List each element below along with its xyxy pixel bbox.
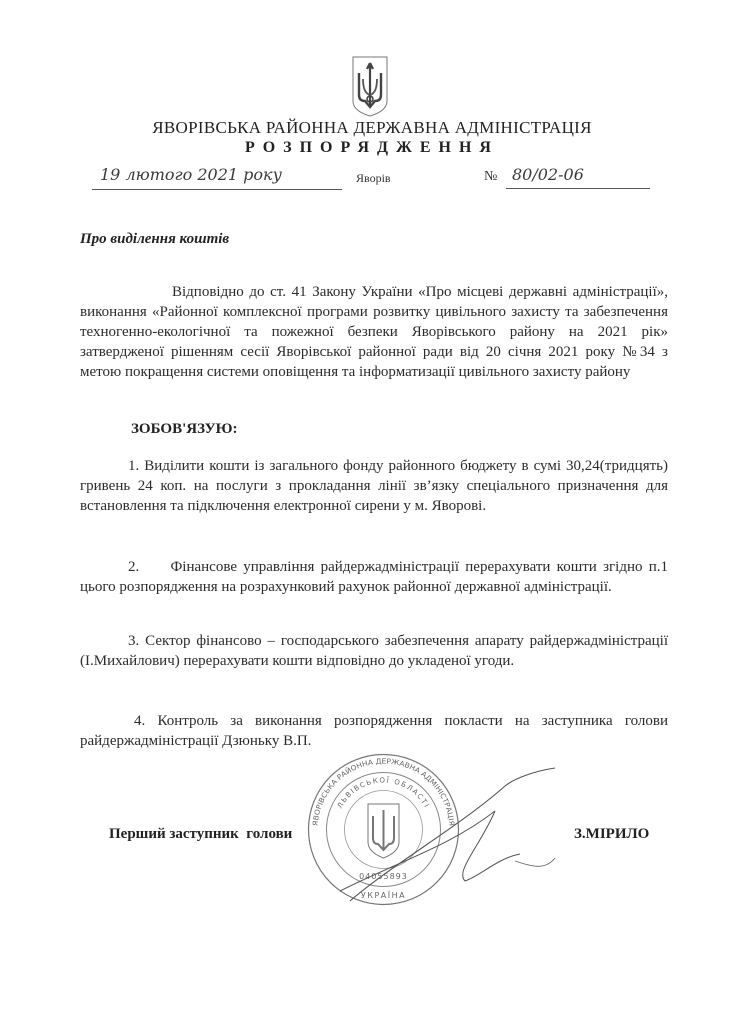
preamble-paragraph: Відповідно до ст. 41 Закону України «Про місцеві державні адміністрації», виконання «Районної комплексної програми розвитку цивільного захисту та забезпечення техногенно-екологічної та пожежної безпеки Яворівського району на 2021 рік» затвердженої рішенням сесії Яворівської районної ради від 20 січня 2021 року №34 з метою покращення системи оповіщення та інформатизації цивільного захисту району bbox=[80, 284, 668, 380]
signatory-position: Перший заступник голови bbox=[109, 826, 293, 842]
decree-item-2: 2. Фінансове управління райдержадміністрації перерахувати кошти згідно п.1 цього розпорядження на розрахунковий рахунок районної державної адміністрації. bbox=[80, 559, 672, 595]
decree-heading: ЗОБОВ'ЯЗУЮ: bbox=[131, 421, 238, 437]
handwritten-number: 80/02-06 bbox=[512, 165, 584, 184]
decree-item-1: 1. Виділити кошти із загального фонду районного бюджету в сумі 30,24(тридцять) гривень 24 коп. на послуги з прокладання лінії зв’язку спеціального призначення для встановлення та підключення електронної сирени у м. Яворові. bbox=[80, 458, 668, 514]
signatory-name: З.МІРИЛО bbox=[574, 826, 650, 842]
handwritten-date: 19 лютого 2021 року bbox=[100, 165, 282, 184]
decree-item-4: 4. Контроль за виконання розпорядження покласти на заступника голови райдержадміністрації Дзюньку В.П. bbox=[80, 713, 668, 749]
document-subject: Про виділення коштів bbox=[80, 231, 230, 247]
city-label: Яворів bbox=[356, 171, 391, 185]
stamp-inner-text: ЛЬВІВСЬКОЇ ОБЛАСТІ bbox=[335, 776, 432, 810]
organization-name: ЯВОРІВСЬКА РАЙОННА ДЕРЖАВНА АДМІНІСТРАЦІЯ bbox=[152, 118, 592, 137]
decree-item-3: 3. Сектор фінансово – господарського забезпечення апарату райдержадміністрації (І.Михайлович) перерахувати кошти відповідно до укладеної угоди. bbox=[80, 633, 668, 669]
document-type: РОЗПОРЯДЖЕННЯ bbox=[245, 139, 499, 156]
stamp-code: 04055893 bbox=[359, 872, 408, 881]
handwritten-signature bbox=[330, 766, 560, 906]
stamp-outer-text: ЯВОРІВСЬКА РАЙОННА ДЕРЖАВНА АДМІНІСТРАЦІЯ bbox=[311, 757, 456, 827]
number-sign: № bbox=[484, 169, 498, 184]
stamp-country: УКРАЇНА bbox=[360, 891, 407, 900]
coat-of-arms-icon bbox=[351, 55, 389, 117]
